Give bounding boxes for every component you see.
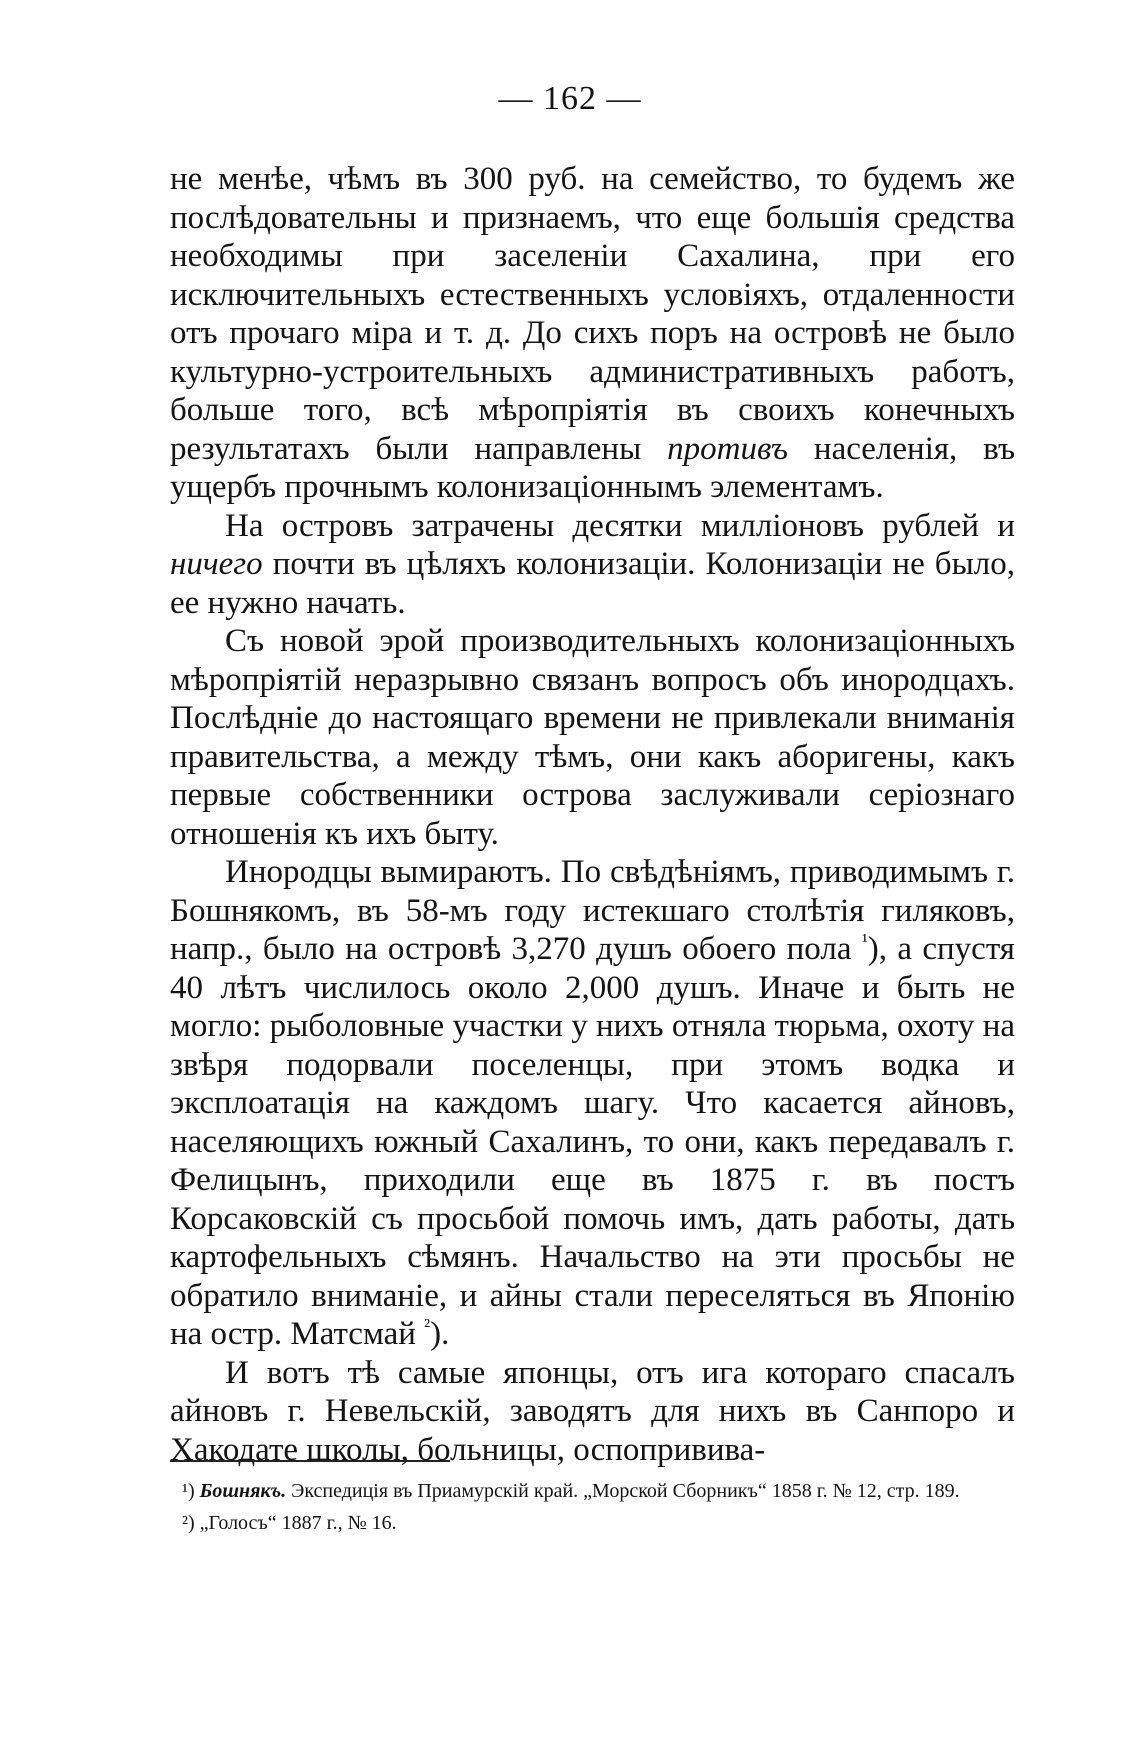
paragraph	[170, 1354, 1015, 1470]
footnote-reference: ¹	[861, 930, 868, 952]
italic-text: ничего	[170, 546, 263, 582]
paragraph	[170, 622, 1015, 853]
text-segment: И вотъ тѣ самые японцы, отъ ига котораго спасалъ айновъ г. Невельскій, заводятъ для нихъ въ Санпоро и Хакодате школы, больницы, оспопривива-	[170, 1354, 1015, 1468]
paragraph	[170, 853, 1015, 1354]
footnote-mark: ¹)	[182, 1480, 195, 1502]
footnote-author: Бошнякъ.	[199, 1480, 287, 1502]
text-segment: почти въ цѣляхъ колонизаціи. Колонизаціи не было, ее нужно начать.	[170, 546, 1015, 621]
text-segment: ).	[430, 1316, 450, 1352]
text-segment: ), а спустя 40 лѣтъ числилось около 2,000 душъ. Иначе и быть не могло: рыболовные участки у нихъ отняла тюрьма, охоту на звѣря подорвали поселенцы, при этомъ водка и эксплоатація на каждомъ шагу. Что касается айновъ, населяющихъ южный Сахалинъ, то они, какъ передавалъ г. Фелицынъ, приходили еще въ 1875 г. въ постъ Корсаковскій съ просьбой помочь имъ, дать работы, дать картофельныхъ сѣмянъ. Начальство на эти просьбы не обратило вниманіе, и айны стали переселяться въ Японію на остр. Матсмай	[170, 931, 1015, 1352]
footnote	[170, 1507, 1015, 1539]
text-segment: Съ новой эрой производительныхъ колонизаціонныхъ мѣропріятій неразрывно связанъ вопросъ объ инородцахъ. Послѣдніе до настоящаго времени не привлекали вниманія правительства, а между тѣмъ, они какъ аборигены, какъ первые собственники острова заслуживали серіознаго отношенія къ ихъ быту.	[170, 623, 1015, 852]
footnote-text: Экспедиція въ Приамурскій край. „Морской Сборникъ“ 1858 г. № 12, стр. 189.	[286, 1480, 960, 1502]
italic-text: противъ	[667, 430, 789, 467]
footnote-reference: ²	[424, 1315, 431, 1337]
footnote	[170, 1475, 1015, 1507]
footnote-divider	[170, 1460, 450, 1462]
main-text	[170, 160, 1015, 1469]
paragraph	[170, 507, 1015, 623]
footnote-mark: ²)	[182, 1512, 195, 1534]
text-segment: населенія, въ ущербъ прочнымъ колонизаціоннымъ элементамъ.	[170, 430, 1016, 505]
paragraph	[170, 160, 1015, 507]
footnotes	[170, 1475, 1015, 1539]
page-number: — 162 —	[498, 80, 642, 117]
text-segment: Инородцы вымираютъ. По свѣдѣніямъ, приводимымъ г. Бошнякомъ, въ 58-мъ году истекшаго столѣтія гиляковъ, напр., было на островѣ 3,270 душъ обоего пола	[170, 854, 1015, 967]
text-segment: не менѣе, чѣмъ въ 300 руб. на семейство, то будемъ же послѣдовательны и признаемъ, что еще большія средства необходимы при заселеніи Сахалина, при его исключительныхъ естественныхъ условіяхъ, отдаленности отъ прочаго міра и т. д. До сихъ поръ на островѣ не было культурно-устроительныхъ административныхъ работъ, больше того, всѣ мѣропріятія въ своихъ конечныхъ результатахъ были направлены	[170, 161, 1015, 467]
footnote-text: „Голосъ“ 1887 г., № 16.	[199, 1512, 397, 1534]
text-segment: На островъ затрачены десятки милліоновъ рублей и	[225, 507, 1015, 544]
